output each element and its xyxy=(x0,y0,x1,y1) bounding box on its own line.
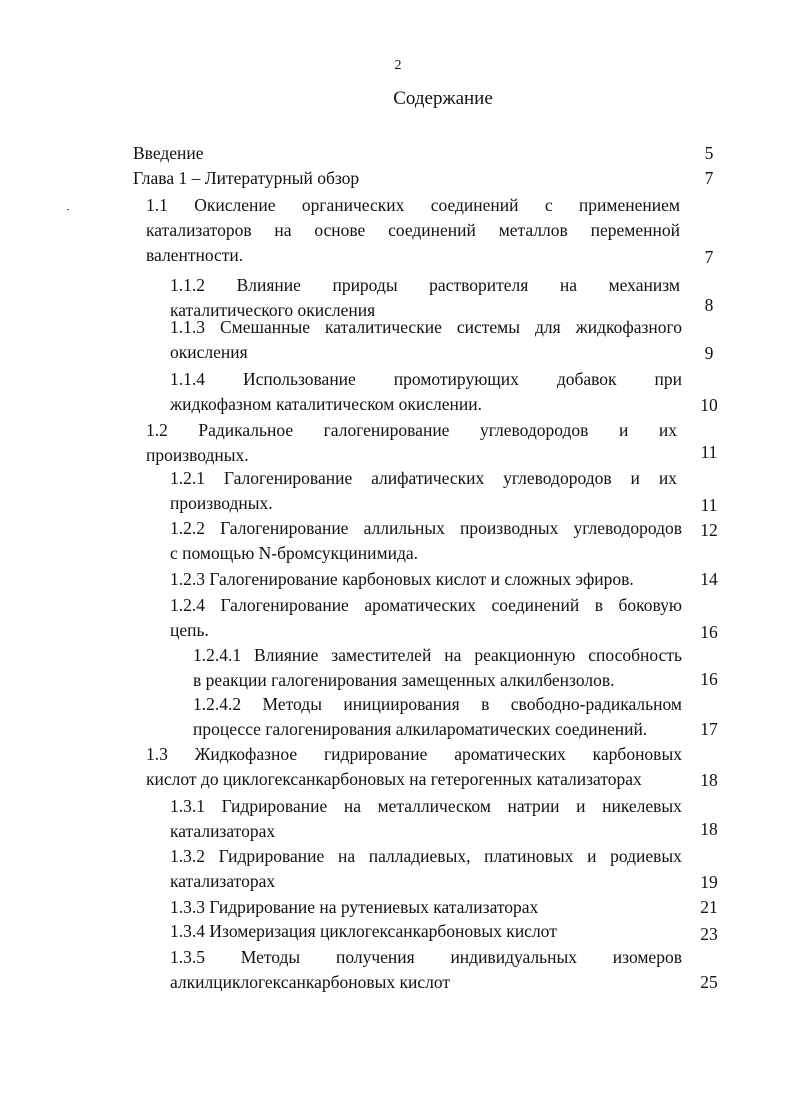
toc-entry-line: жидкофазном каталитическом окислении. xyxy=(170,394,483,414)
toc-entry xyxy=(133,141,348,166)
toc-entry-page: 18 xyxy=(700,770,718,790)
toc-entry-line: в реакции галогенирования замещенных алкилбензолов. xyxy=(193,670,615,690)
toc-entry-line: катализаторов на основе соединений металлов переменной xyxy=(146,220,680,240)
toc-entry-line: валентности. xyxy=(146,245,244,265)
toc-entry-page: 17 xyxy=(700,719,718,739)
toc-entry xyxy=(170,367,682,417)
toc-entry-page: 18 xyxy=(700,819,718,839)
toc-entry-page: 7 xyxy=(704,168,714,188)
toc-entry xyxy=(193,643,682,693)
toc-entry xyxy=(170,844,682,894)
toc-entry xyxy=(170,919,682,944)
toc-entry-line: цепь. xyxy=(170,620,209,640)
toc-entry xyxy=(170,895,682,920)
toc-entry-page: 12 xyxy=(700,520,718,540)
toc-entry-line: 1.3.1 Гидрирование на металлическом натрии и никелевых xyxy=(170,796,682,816)
toc-entry-line: 1.2 Радикальное галогенирование углеводородов и их xyxy=(146,420,677,440)
toc-entry-page: 8 xyxy=(704,295,714,315)
toc-entry-line: производных. xyxy=(146,445,249,465)
toc-entry xyxy=(170,516,682,566)
toc-entry-page: 14 xyxy=(700,569,718,589)
toc-entry-line: алкилциклогексанкарбоновых кислот xyxy=(170,972,451,992)
toc-entry-line: Глава 1 – Литературный обзор xyxy=(133,168,360,188)
toc-entry-page: 16 xyxy=(700,669,718,689)
toc-entry xyxy=(133,166,378,191)
toc-entry-page: 16 xyxy=(700,622,718,642)
toc-entry xyxy=(170,315,682,365)
toc-entry-page: 21 xyxy=(700,897,718,917)
toc-entry-line: катализаторах xyxy=(170,821,276,841)
toc-entry-page: 7 xyxy=(704,247,714,267)
toc-title: Содержание xyxy=(393,88,493,109)
toc-entry xyxy=(170,593,682,643)
toc-entry-line: каталитического окисления xyxy=(170,300,376,320)
toc-entry xyxy=(170,466,677,516)
toc-entry-line: 1.2.1 Галогенирование алифатических углеводородов и их xyxy=(170,468,677,488)
toc-entry-line: 1.3.2 Гидрирование на палладиевых, платиновых и родиевых xyxy=(170,846,682,866)
page-number: 2 xyxy=(394,58,402,73)
toc-entry-line: 1.2.4.2 Методы инициирования в свободно-радикальном xyxy=(193,694,682,714)
toc-entry-line: 1.2.4 Галогенирование ароматических соединений в боковую xyxy=(170,595,682,615)
toc-entry xyxy=(146,193,680,268)
toc-entry-line: катализаторах xyxy=(170,871,276,891)
toc-entry-line: 1.2.3 Галогенирование карбоновых кислот и сложных эфиров. xyxy=(170,569,634,589)
toc-entry xyxy=(170,794,682,844)
toc-entry-line: 1.2.2 Галогенирование аллильных производных углеводородов xyxy=(170,518,682,538)
toc-entry xyxy=(170,945,682,995)
toc-entry-line: 1.2.4.1 Влияние заместителей на реакционную способность xyxy=(193,645,682,665)
toc-entry-page: 25 xyxy=(700,972,718,992)
toc-entry-page: 5 xyxy=(704,143,714,163)
toc-entry-line: окисления xyxy=(170,342,248,362)
toc-entry-line: 1.1.3 Смешанные каталитические системы для жидкофазного xyxy=(170,317,682,337)
toc-entry-page: 11 xyxy=(700,442,718,462)
toc-entry-page: 9 xyxy=(704,343,714,363)
toc-entry-line: с помощью N-бромсукцинимида. xyxy=(170,543,418,563)
toc-entry xyxy=(146,742,682,792)
toc-entry-page: 11 xyxy=(700,495,718,515)
toc-entry-line: 1.3.3 Гидрирование на рутениевых катализаторах xyxy=(170,897,539,917)
toc-entry-line: 1.1.4 Использование промотирующих добавок при xyxy=(170,369,682,389)
toc-entry-page: 19 xyxy=(700,872,718,892)
toc-entry-page: 10 xyxy=(700,395,718,415)
toc-entry xyxy=(146,418,677,468)
toc-entry-line: процессе галогенирования алкилароматических соединений. xyxy=(193,719,648,739)
toc-entry-line: кислот до циклогексанкарбоновых на гетерогенных катализаторах xyxy=(146,769,642,789)
toc-entry-page: 23 xyxy=(700,924,718,944)
toc-entry-line: производных. xyxy=(170,493,273,513)
toc-entry-line: 1.3 Жидкофазное гидрирование ароматических карбоновых xyxy=(146,744,682,764)
toc-entry-line: 1.3.4 Изомеризация циклогексанкарбоновых кислот xyxy=(170,921,557,941)
toc-entry xyxy=(170,567,682,592)
toc-entry-line: Введение xyxy=(133,143,204,163)
toc-entry xyxy=(193,692,682,742)
toc-entry-line: 1.3.5 Методы получения индивидуальных изомеров xyxy=(170,947,682,967)
toc-entry-line: 1.1 Окисление органических соединений с применением xyxy=(146,195,680,215)
toc-entry-line: 1.1.2 Влияние природы растворителя на механизм xyxy=(170,275,680,295)
